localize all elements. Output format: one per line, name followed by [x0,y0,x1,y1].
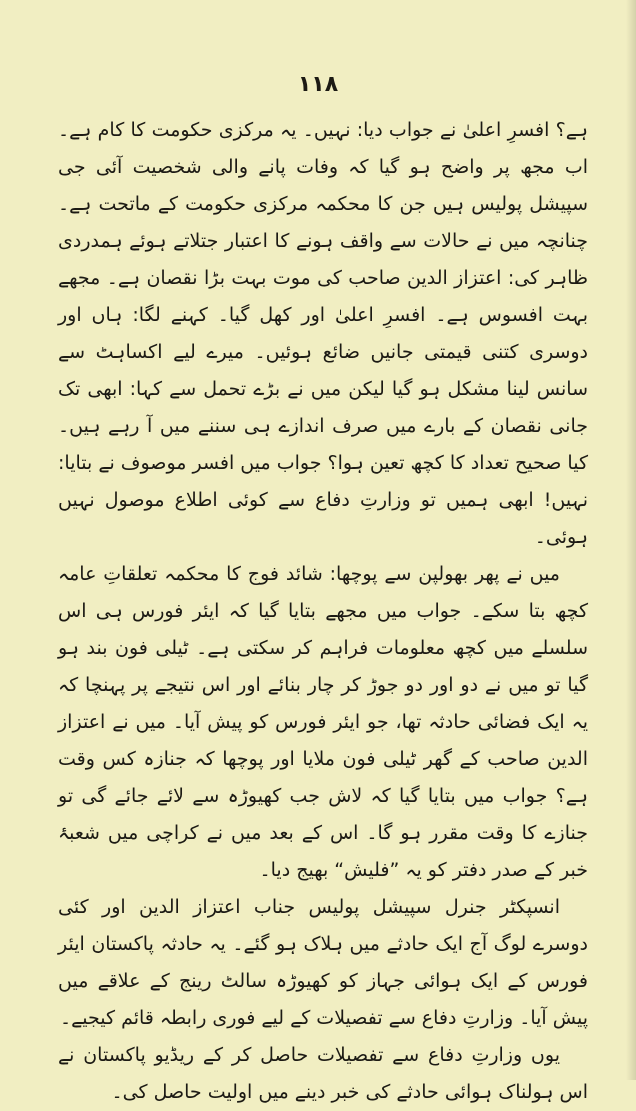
body-text [58,112,588,1111]
paragraph-2: میں نے پھر بھولپن سے پوچھا: شائد فوج کا محکمہ تعلقاتِ عامہ کچھ بتا سکے۔ جواب میں مجھے بتایا گیا کہ ایئر فورس ہی اس سلسلے میں کچھ معلومات فراہم کر سکتی ہے۔ ٹیلی فون بند ہو گیا تو میں نے دو اور دو جوڑ کر چار بنائے اور اس نتیجے پر پہنچا کہ یہ ایک فضائی حادثہ تھا، جو ایئر فورس کو پیش آیا۔ میں نے اعتزاز الدین صاحب کے گھر ٹیلی فون ملایا اور پوچھا کہ جنازہ کس وقت ہے؟ جواب میں بتایا گیا کہ لاش جب کھیوڑہ سے لائے جائے گی تو جنازے کا وقت مقرر ہو گا۔ اس کے بعد میں نے کراچی میں شعبۂ خبر کے صدر دفتر کو یہ ”فلیش“ بھیج دیا۔ [58,563,588,881]
page-edge-shadow [626,0,636,1080]
paragraph-3: انسپکٹر جنرل سپیشل پولیس جناب اعتزاز الدین اور کئی دوسرے لوگ آج ایک حادثے میں ہلاک ہو گئے۔ یہ حادثہ پاکستان ایئر فورس کے ایک ہوائی جہاز کو کھیوڑہ سالٹ رینج کے علاقے میں پیش آیا۔ وزارتِ دفاع سے تفصیلات کے لیے فوری رابطہ قائم کیجیے۔ [58,896,588,1029]
paragraph-1: ہے؟ افسرِ اعلیٰ نے جواب دیا: نہیں۔ یہ مرکزی حکومت کا کام ہے۔ اب مجھ پر واضح ہو گیا کہ وفات پانے والی شخصیت آئی جی سپیشل پولیس ہیں جن کا محکمہ مرکزی حکومت کے ماتحت ہے۔ چنانچہ میں نے حالات سے واقف ہونے کا اعتبار جتلاتے ہوئے ہمدردی ظاہر کی: اعتزاز الدین صاحب کی موت بہت بڑا نقصان ہے۔ مجھے بہت افسوس ہے۔ افسرِ اعلیٰ اور کھل گیا۔ کہنے لگا: ہاں اور دوسری کتنی قیمتی جانیں ضائع ہوئیں۔ میرے لیے اکساہٹ سے سانس لینا مشکل ہو گیا لیکن میں نے بڑے تحمل سے کہا: ابھی تک جانی نقصان کے بارے میں صرف اندازے ہی سننے میں آ رہے ہیں۔ کیا صحیح تعداد کا کچھ تعین ہوا؟ جواب میں افسر موصوف نے بتایا: نہیں! ابھی ہمیں تو وزارتِ دفاع سے کوئی اطلاع موصول نہیں ہوئی۔ [58,119,588,548]
paragraph-4: یوں وزارتِ دفاع سے تفصیلات حاصل کر کے ریڈیو پاکستان نے اس ہولناک ہوائی حادثے کی خبر دینے میں اولیت حاصل کی۔ [58,1044,588,1103]
page-number: ۱۱۸ [297,72,339,97]
